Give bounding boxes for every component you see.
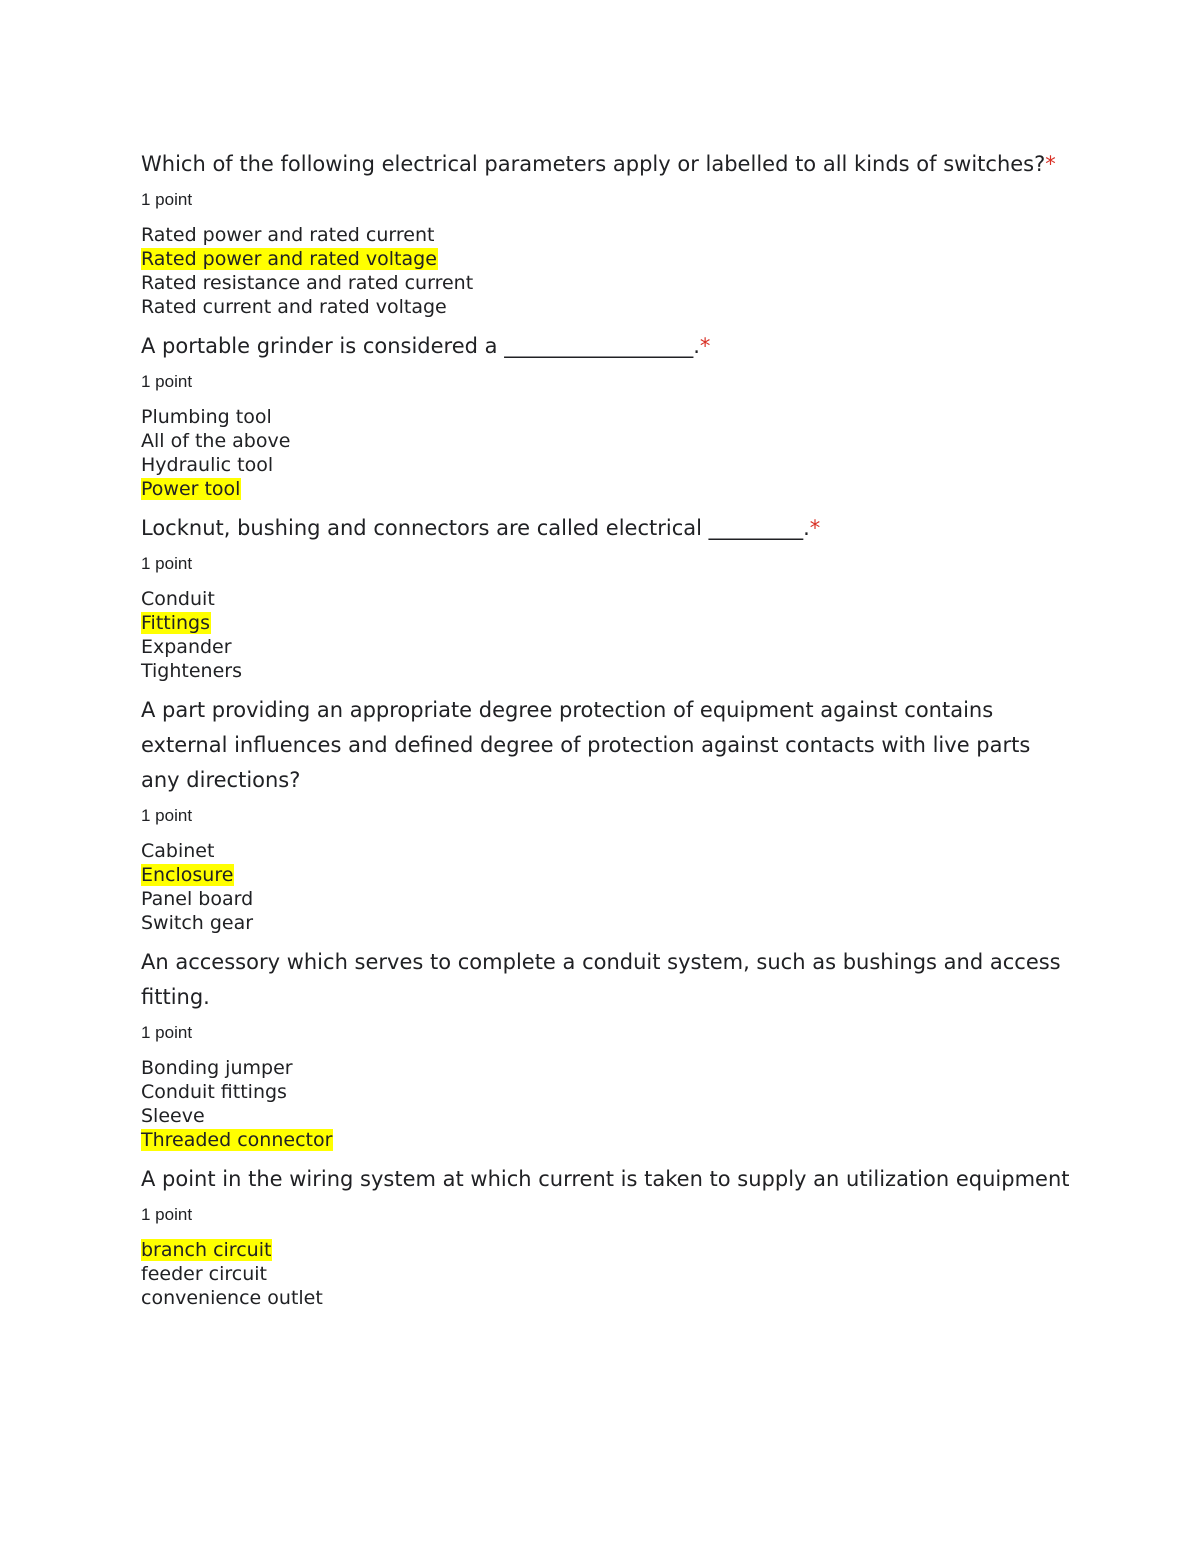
option-highlighted[interactable]	[141, 1238, 1071, 1262]
option-highlighted[interactable]	[141, 477, 1071, 501]
option[interactable]	[141, 1056, 1071, 1080]
points-label: 1 point	[141, 1205, 193, 1224]
question-text: Which of the following electrical parameters apply or labelled to all kinds of switches?	[141, 152, 1046, 176]
option-highlighted[interactable]	[141, 611, 1071, 635]
question-title	[141, 147, 1071, 182]
option-label: Rated power and rated voltage	[141, 248, 437, 270]
option[interactable]	[141, 453, 1071, 477]
option-label: Switch gear	[141, 912, 254, 934]
option[interactable]	[141, 1080, 1071, 1104]
option-label: Tighteners	[141, 660, 242, 682]
quiz-document	[141, 147, 1071, 1320]
points-label: 1 point	[141, 554, 193, 573]
option-label: Power tool	[141, 478, 241, 500]
question-text: A part providing an appropriate degree protection of equipment against contains external influences and defined degree of protection against contacts with live parts any directions?	[141, 698, 1031, 792]
option-label: Enclosure	[141, 864, 234, 886]
question-title	[141, 511, 1071, 546]
points-label: 1 point	[141, 190, 193, 209]
required-asterisk: *	[1045, 152, 1056, 176]
option-label: Cabinet	[141, 840, 215, 862]
option[interactable]	[141, 911, 1071, 935]
option-label: Threaded connector	[141, 1129, 333, 1151]
question-title	[141, 1162, 1071, 1197]
option[interactable]	[141, 271, 1071, 295]
option[interactable]	[141, 1262, 1071, 1286]
option[interactable]	[141, 429, 1071, 453]
question-5	[141, 945, 1071, 1152]
option[interactable]	[141, 1286, 1071, 1310]
options-list	[141, 1056, 1071, 1152]
question-2	[141, 329, 1071, 501]
option[interactable]	[141, 405, 1071, 429]
option-label: Conduit fittings	[141, 1081, 287, 1103]
options-list	[141, 1238, 1071, 1310]
option-label: Rated current and rated voltage	[141, 296, 447, 318]
option-label: Conduit	[141, 588, 215, 610]
option-label: Rated resistance and rated current	[141, 272, 474, 294]
question-3	[141, 511, 1071, 683]
option[interactable]	[141, 635, 1071, 659]
option[interactable]	[141, 839, 1071, 863]
option-label: Hydraulic tool	[141, 454, 274, 476]
points-label: 1 point	[141, 806, 193, 825]
option[interactable]	[141, 587, 1071, 611]
option-label: Expander	[141, 636, 232, 658]
option-label: Plumbing tool	[141, 406, 272, 428]
option[interactable]	[141, 295, 1071, 319]
options-list	[141, 223, 1071, 319]
option-label: Panel board	[141, 888, 254, 910]
question-text: An accessory which serves to complete a conduit system, such as bushings and access fitting.	[141, 950, 1061, 1009]
question-title	[141, 329, 1071, 364]
question-4	[141, 693, 1071, 935]
points-label: 1 point	[141, 1023, 193, 1042]
option-highlighted[interactable]	[141, 1128, 1071, 1152]
question-6	[141, 1162, 1071, 1310]
option-highlighted[interactable]	[141, 863, 1071, 887]
option-highlighted[interactable]	[141, 247, 1071, 271]
option[interactable]	[141, 223, 1071, 247]
question-1	[141, 147, 1071, 319]
question-text: A portable grinder is considered a __________________.	[141, 334, 700, 358]
options-list	[141, 587, 1071, 683]
option-label: convenience outlet	[141, 1287, 323, 1309]
option-label: All of the above	[141, 430, 291, 452]
options-list	[141, 839, 1071, 935]
option[interactable]	[141, 659, 1071, 683]
option-label: Bonding jumper	[141, 1057, 293, 1079]
option-label: feeder circuit	[141, 1263, 268, 1285]
options-list	[141, 405, 1071, 501]
option-label: Rated power and rated current	[141, 224, 435, 246]
option[interactable]	[141, 887, 1071, 911]
question-text: A point in the wiring system at which current is taken to supply an utilization equipment	[141, 1167, 1070, 1191]
required-asterisk: *	[699, 334, 711, 358]
option-label: branch circuit	[141, 1239, 272, 1261]
option[interactable]	[141, 1104, 1071, 1128]
question-text: Locknut, bushing and connectors are called electrical _________.	[141, 516, 810, 540]
points-label: 1 point	[141, 372, 193, 391]
question-title	[141, 693, 1071, 798]
question-title	[141, 945, 1071, 1015]
option-label: Fittings	[141, 612, 211, 634]
required-asterisk: *	[809, 516, 821, 540]
option-label: Sleeve	[141, 1105, 205, 1127]
